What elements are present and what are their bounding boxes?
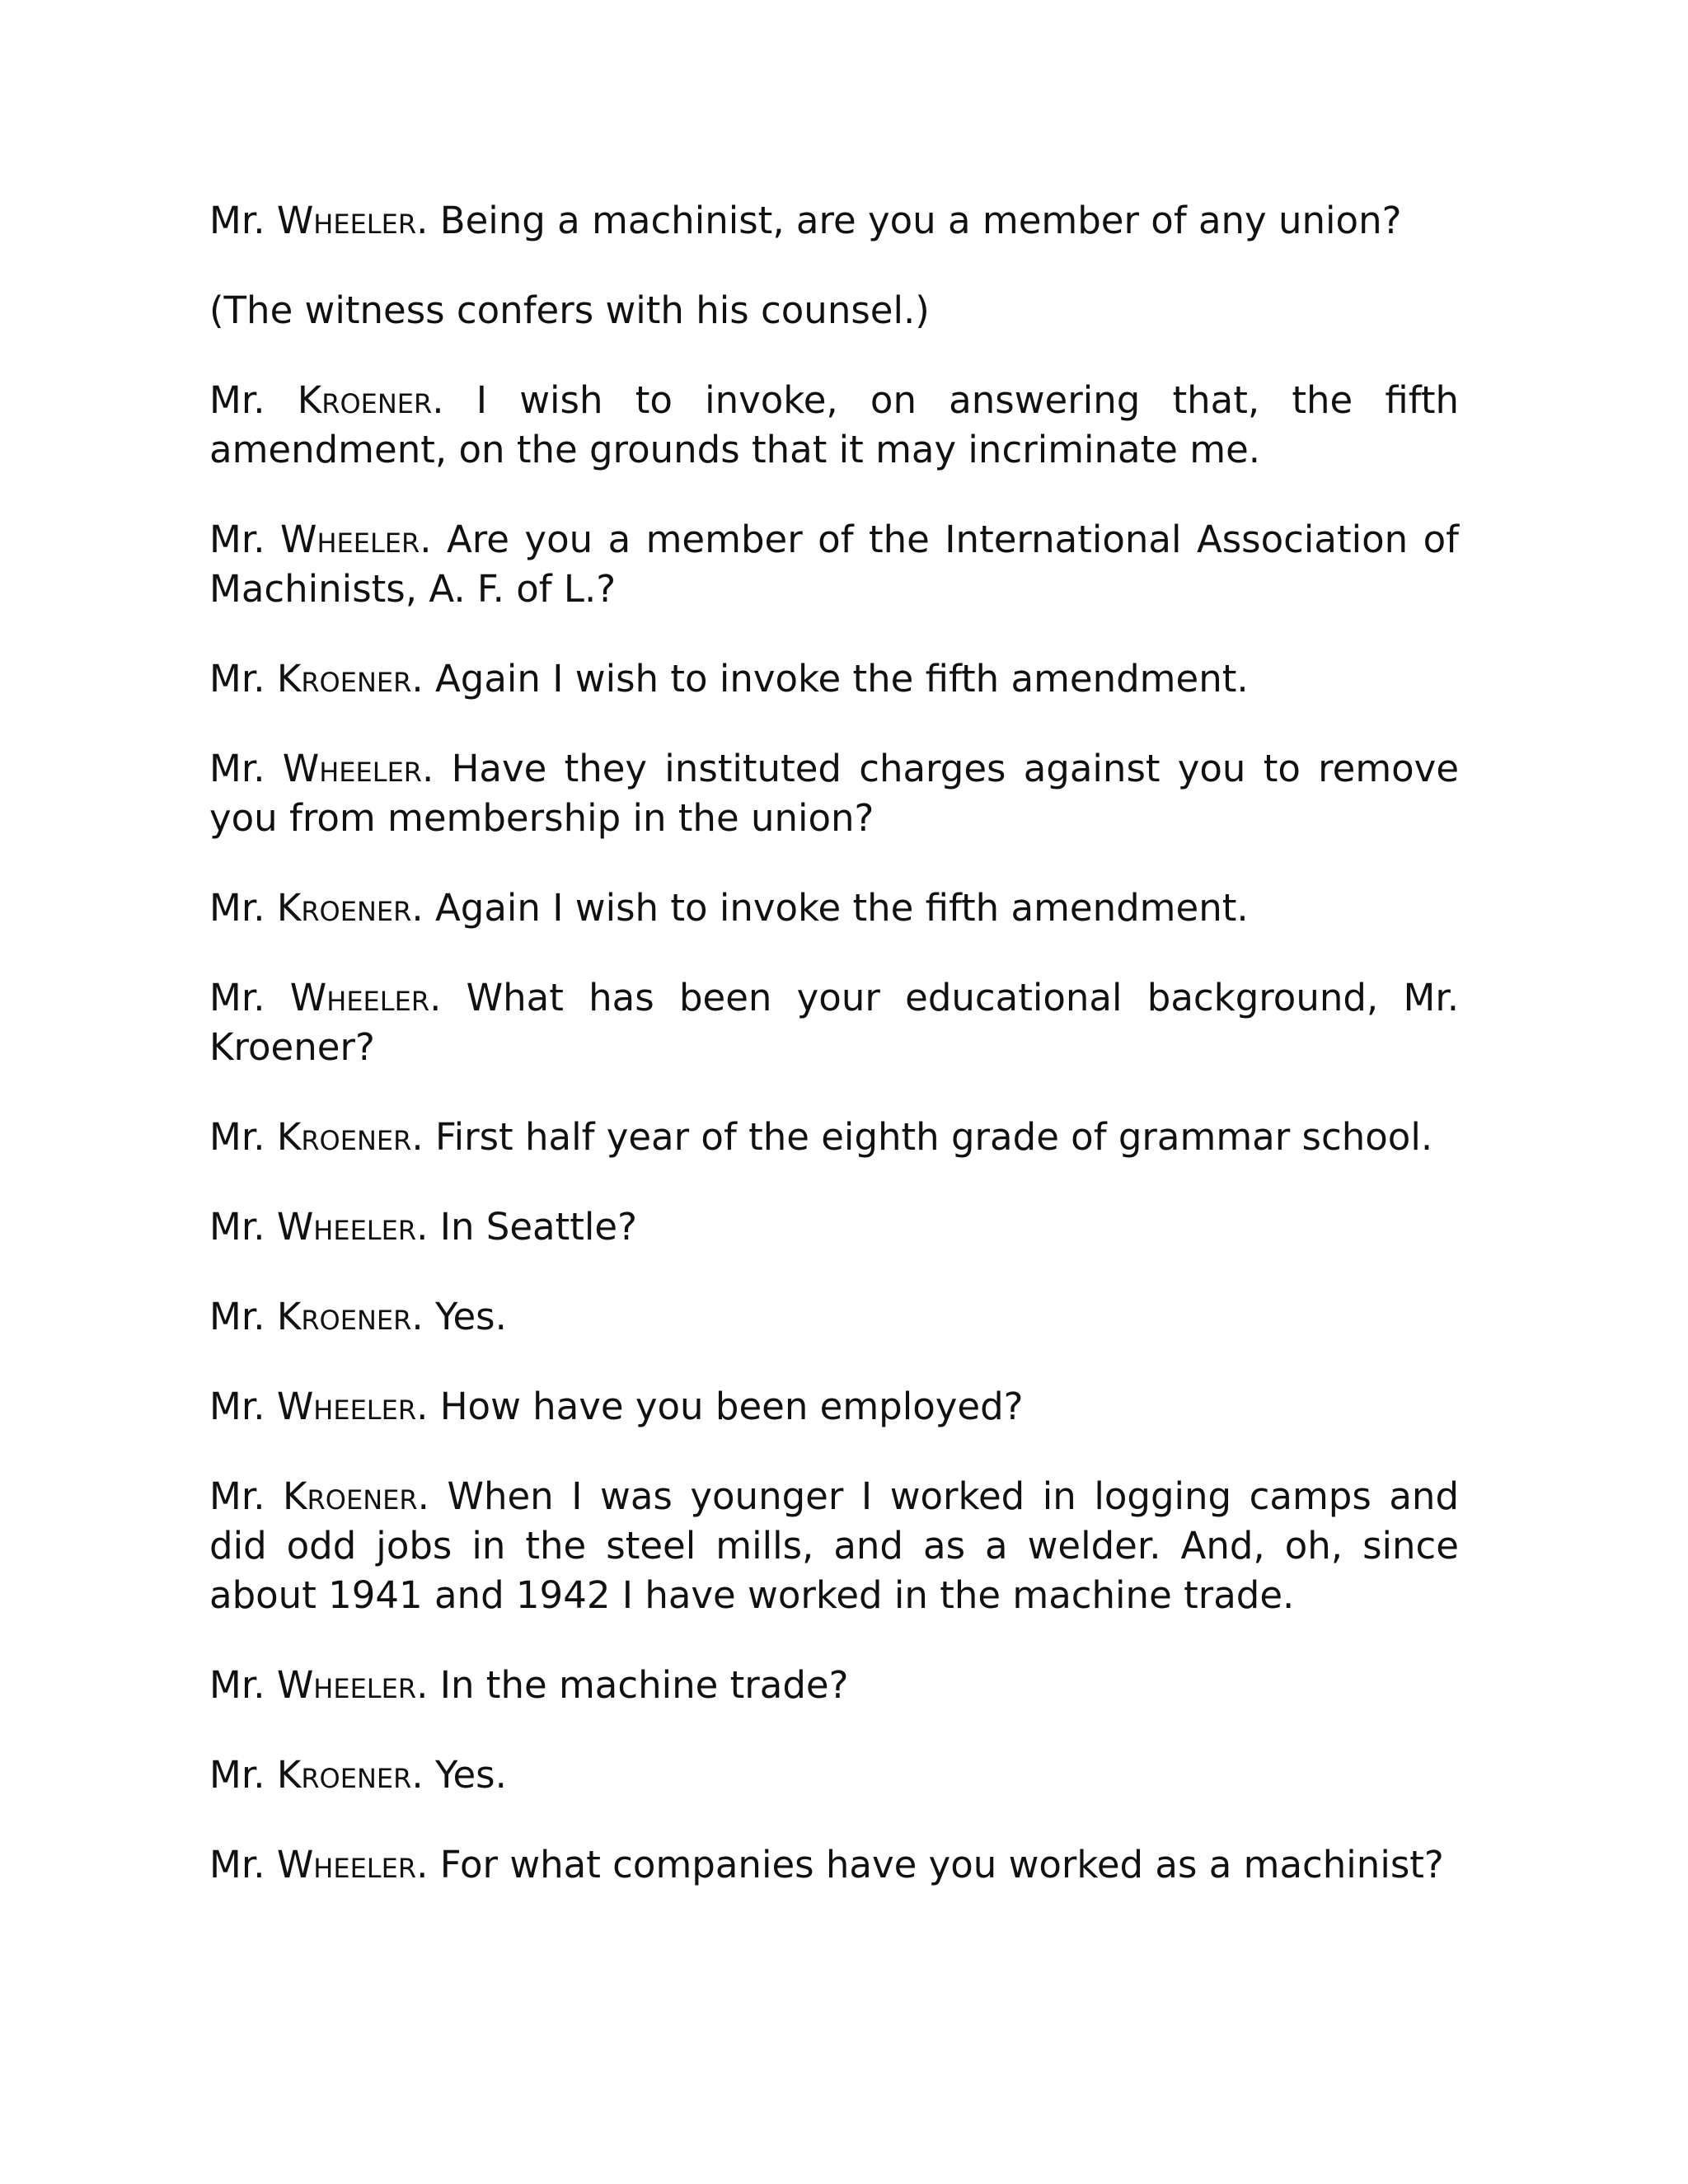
speaker-honorific: Mr. [209,378,265,422]
paragraph-text: In the machine trade? [439,1663,849,1707]
stage-direction [209,286,1459,335]
speaker-honorific: Mr. [209,1663,265,1707]
transcript-paragraph: Mr. Wheeler. In Seattle? [209,1205,637,1249]
paragraph-text: How have you been employed? [439,1385,1024,1428]
speaker-name: Wheeler [276,1663,417,1707]
speaker-name: Wheeler [276,1843,417,1886]
transcript-paragraph: Mr. Kroener. Yes. [209,1753,507,1797]
paragraph-text: In Seattle? [439,1205,637,1249]
speaker-name: Kroener [276,657,412,701]
speaker-honorific: Mr. [209,1385,265,1428]
speaker-honorific: Mr. [209,1753,265,1797]
speaker-name: Wheeler [276,1205,417,1249]
speaker-name: Wheeler [276,1385,417,1428]
paragraph-text: (The witness confers with his counsel.) [209,288,930,332]
speaker-honorific: Mr. [209,1205,265,1249]
paragraph-text: I wish to invoke, on answering that, the fifth amendment, on the grounds that it may incriminate me. [209,378,1459,471]
transcript-paragraph: Mr. Wheeler. Have they instituted charges against you to remove you from membership in the union? [209,747,1460,840]
speaker-name: Kroener [276,1115,412,1159]
transcript-paragraph: Mr. Kroener. Again I wish to invoke the fifth amendment. [209,657,1249,701]
paragraph-text: Being a machinist, are you a member of any union? [439,199,1402,242]
transcript-paragraph: Mr. Kroener. I wish to invoke, on answering that, the fifth amendment, on the grounds that it may incriminate me. [209,378,1459,471]
transcript-paragraph: Mr. Wheeler. Are you a member of the International Association of Machinists, A. F. of L.? [209,518,1459,611]
paragraph-text: When I was younger I worked in logging camps and did odd jobs in the steel mills, and as a welder. And, oh, since about 1941 and 1942 I have worked in the machine trade. [209,1474,1460,1617]
speaker-name: Kroener [276,1753,412,1797]
paragraph-text: First half year of the eighth grade of grammar school. [434,1115,1433,1159]
speaker-name: Kroener [276,1295,412,1338]
transcript-paragraph: Mr. Wheeler. How have you been employed? [209,1385,1024,1428]
speaker-honorific: Mr. [209,976,265,1019]
paragraph-text: Again I wish to invoke the fifth amendment. [434,657,1249,701]
transcript-paragraph: Mr. Wheeler. For what companies have you worked as a machinist? [209,1843,1444,1886]
paragraph-text: Have they instituted charges against you to remove you from membership in the union? [209,747,1460,840]
paragraph-text: Yes. [434,1295,507,1338]
speaker-honorific: Mr. [209,1474,265,1518]
speaker-name: Kroener [276,886,412,930]
transcript-paragraph: Mr. Wheeler. What has been your educational background, Mr. Kroener? [209,976,1459,1069]
paragraph-text: Are you a member of the International Association of Machinists, A. F. of L.? [209,518,1459,611]
speaker-honorific: Mr. [209,199,265,242]
speaker-name: Kroener [283,1474,418,1518]
paragraph-text: For what companies have you worked as a machinist? [439,1843,1444,1886]
transcript-paragraph: Mr. Kroener. Yes. [209,1295,507,1338]
transcript-page [209,196,1459,1930]
speaker-name: Wheeler [282,747,423,790]
speaker-name: Kroener [297,378,433,422]
speaker-honorific: Mr. [209,1295,265,1338]
speaker-name: Wheeler [276,199,417,242]
speaker-name: Wheeler [279,518,420,561]
transcript-paragraph: Mr. Wheeler. Being a machinist, are you a member of any union? [209,199,1402,242]
speaker-honorific: Mr. [209,747,265,790]
speaker-honorific: Mr. [209,1843,265,1886]
paragraph-text: What has been your educational background, Mr. Kroener? [209,976,1459,1069]
paragraph-text: Again I wish to invoke the fifth amendment. [434,886,1249,930]
speaker-honorific: Mr. [209,1115,265,1159]
transcript-paragraph: Mr. Kroener. When I was younger I worked in logging camps and did odd jobs in the steel mills, and as a welder. And, oh, since about 1941 and 1942 I have worked in the machine trade. [209,1474,1460,1617]
speaker-honorific: Mr. [209,657,265,701]
transcript-paragraph: Mr. Kroener. First half year of the eighth grade of grammar school. [209,1115,1433,1159]
speaker-honorific: Mr. [209,886,265,930]
paragraph-text: Yes. [434,1753,507,1797]
transcript-paragraph: Mr. Kroener. Again I wish to invoke the fifth amendment. [209,886,1249,930]
transcript-paragraph: Mr. Wheeler. In the machine trade? [209,1663,849,1707]
speaker-honorific: Mr. [209,518,265,561]
speaker-name: Wheeler [289,976,430,1019]
